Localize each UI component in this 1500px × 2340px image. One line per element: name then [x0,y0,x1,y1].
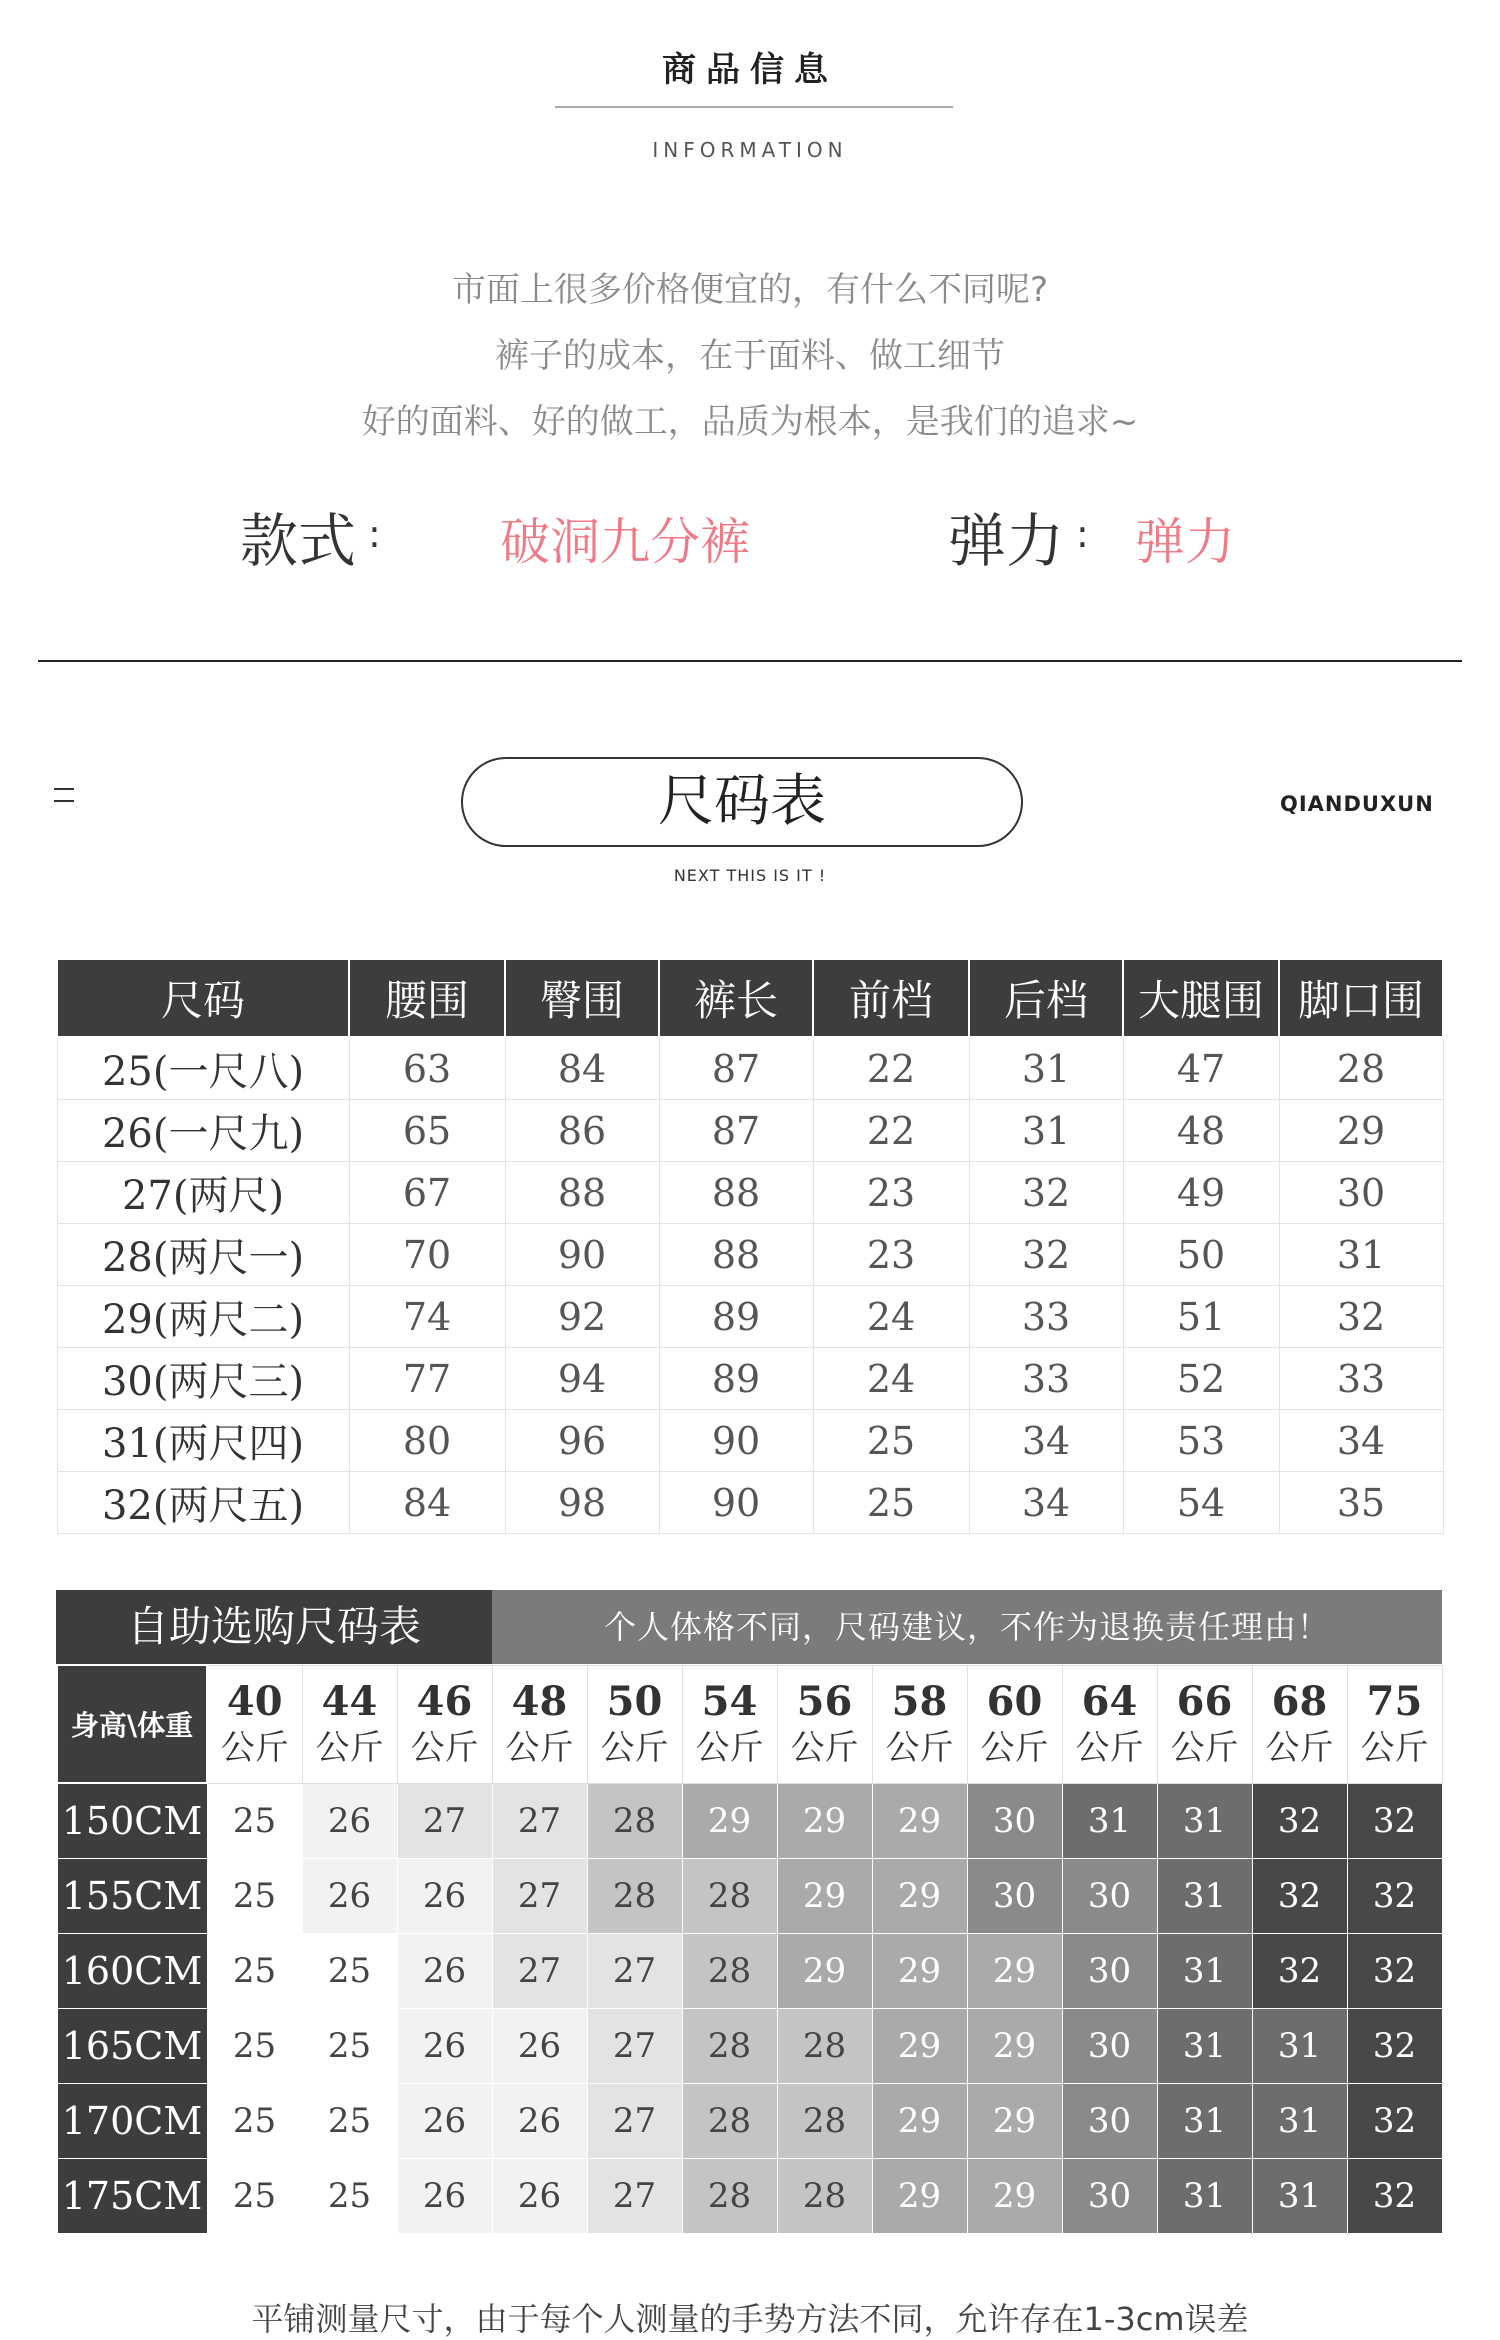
size-header-cell: 尺码 [57,959,349,1037]
suggested-size-cell: 30 [1062,2009,1157,2084]
suggested-size-cell: 28 [587,1859,682,1934]
size-cell: 31(两尺四) [57,1410,349,1472]
table-row [57,1934,1442,2009]
suggested-size-cell: 27 [587,2159,682,2234]
guide-note: 个人体格不同，尺码建议，不作为退换责任理由！ [492,1590,1442,1664]
measure-cell: 32 [969,1162,1123,1224]
measure-cell: 63 [349,1037,505,1100]
suggested-size-cell: 29 [777,1859,872,1934]
weight-header-cell [1347,1665,1442,1783]
measure-cell: 84 [505,1037,659,1100]
suggested-size-cell: 28 [682,1934,777,2009]
size-cell: 30(两尺三) [57,1348,349,1410]
size-cell: 28(两尺一) [57,1224,349,1286]
suggested-size-cell: 26 [397,2084,492,2159]
weight-value: 75 [1366,1678,1423,1725]
size-header-cell: 后档 [969,959,1123,1037]
size-cell: 29(两尺二) [57,1286,349,1348]
suggested-size-cell: 26 [492,2084,587,2159]
measure-cell: 50 [1123,1224,1279,1286]
height-cell: 150CM [57,1783,207,1859]
weight-value: 40 [226,1678,283,1725]
suggested-size-cell: 32 [1252,1934,1347,2009]
suggested-size-cell: 27 [587,2084,682,2159]
weight-unit: 公斤 [315,1728,384,1768]
measure-cell: 88 [505,1162,659,1224]
weight-value: 56 [796,1678,853,1725]
size-table [56,958,1444,1534]
height-cell: 155CM [57,1859,207,1934]
suggested-size-cell: 31 [1062,1783,1157,1859]
suggested-size-cell: 25 [207,2009,302,2084]
weight-header-cell [967,1665,1062,1783]
table-row [57,1783,1442,1859]
suggested-size-cell: 31 [1157,2009,1252,2084]
table-row [57,2159,1442,2234]
title-underline [555,106,953,108]
suggested-size-cell: 28 [682,2009,777,2084]
suggested-size-cell: 30 [1062,1934,1157,2009]
suggested-size-cell: 27 [587,1934,682,2009]
measure-cell: 34 [1279,1410,1443,1472]
suggested-size-cell: 27 [492,1783,587,1859]
suggested-size-cell: 26 [397,2159,492,2234]
brand-logo: QIANDUXUN [1280,792,1434,816]
style-colon: : [368,512,381,556]
measure-cell: 31 [969,1037,1123,1100]
measure-cell: 29 [1279,1100,1443,1162]
height-cell: 165CM [57,2009,207,2084]
suggested-size-cell: 29 [872,2084,967,2159]
measure-cell: 23 [813,1224,969,1286]
suggested-size-cell: 26 [492,2159,587,2234]
weight-header-cell [302,1665,397,1783]
section-subtitle: INFORMATION [652,138,848,162]
suggested-size-cell: 29 [682,1783,777,1859]
suggested-size-cell: 30 [967,1859,1062,1934]
height-cell: 175CM [57,2159,207,2234]
measure-cell: 67 [349,1162,505,1224]
table-row [57,2009,1442,2084]
suggested-size-cell: 31 [1157,1859,1252,1934]
weight-header-cell [872,1665,967,1783]
measure-cell: 35 [1279,1472,1443,1534]
suggested-size-cell: 27 [492,1934,587,2009]
measure-cell: 54 [1123,1472,1279,1534]
measure-cell: 86 [505,1100,659,1162]
size-cell: 32(两尺五) [57,1472,349,1534]
suggested-size-cell: 30 [967,1783,1062,1859]
measure-cell: 90 [505,1224,659,1286]
suggested-size-cell: 29 [872,1783,967,1859]
measure-cell: 84 [349,1472,505,1534]
table-row [57,1348,1443,1410]
suggested-size-cell: 28 [777,2084,872,2159]
suggested-size-cell: 26 [397,2009,492,2084]
size-header-cell: 前档 [813,959,969,1037]
suggested-size-cell: 32 [1347,1934,1442,2009]
measure-cell: 24 [813,1286,969,1348]
measure-cell: 89 [659,1348,813,1410]
weight-value: 48 [511,1678,568,1725]
weight-value: 54 [701,1678,758,1725]
table-row [57,1859,1442,1934]
measure-cell: 74 [349,1286,505,1348]
height-cell: 160CM [57,1934,207,2009]
suggested-size-cell: 32 [1252,1859,1347,1934]
table-row [57,1100,1443,1162]
weight-header-cell [682,1665,777,1783]
weight-unit: 公斤 [220,1728,289,1768]
weight-unit: 公斤 [695,1728,764,1768]
weight-unit: 公斤 [980,1728,1049,1768]
measure-cell: 33 [969,1286,1123,1348]
suggested-size-cell: 31 [1157,1783,1252,1859]
guide-weight-header [57,1665,1442,1783]
measure-cell: 94 [505,1348,659,1410]
suggested-size-cell: 31 [1252,2009,1347,2084]
measure-cell: 92 [505,1286,659,1348]
measure-cell: 22 [813,1037,969,1100]
weight-value: 58 [891,1678,948,1725]
suggested-size-cell: 30 [1062,2159,1157,2234]
measure-cell: 31 [969,1100,1123,1162]
size-header-cell: 腰围 [349,959,505,1037]
size-chart-banner: 尺码表 [461,757,1023,847]
suggested-size-cell: 25 [207,1934,302,2009]
measure-cell: 89 [659,1286,813,1348]
table-row [57,1410,1443,1472]
measurement-note: 平铺测量尺寸，由于每个人测量的手势方法不同，允许存在1-3cm误差 [251,2300,1249,2338]
weight-unit: 公斤 [1170,1728,1239,1768]
suggested-size-cell: 32 [1347,1859,1442,1934]
suggested-size-cell: 32 [1347,2009,1442,2084]
weight-header-cell [397,1665,492,1783]
suggested-size-cell: 29 [967,1934,1062,2009]
suggested-size-cell: 28 [777,2159,872,2234]
measure-cell: 90 [659,1410,813,1472]
weight-header-cell [1062,1665,1157,1783]
weight-header-cell [587,1665,682,1783]
weight-header-cell [1252,1665,1347,1783]
weight-value: 46 [416,1678,473,1725]
suggested-size-cell: 25 [302,1934,397,2009]
suggested-size-cell: 32 [1347,2084,1442,2159]
weight-header-cell [1157,1665,1252,1783]
measure-cell: 31 [1279,1224,1443,1286]
weight-header-cell [207,1665,302,1783]
measure-cell: 22 [813,1100,969,1162]
intro-line-2: 裤子的成本，在于面料、做工细节 [495,336,1005,376]
table-row [57,1472,1443,1534]
suggested-size-cell: 29 [872,1859,967,1934]
size-header-cell: 脚口围 [1279,959,1443,1037]
weight-value: 66 [1176,1678,1233,1725]
measure-cell: 77 [349,1348,505,1410]
suggested-size-cell: 25 [302,2084,397,2159]
weight-value: 68 [1271,1678,1328,1725]
height-cell: 170CM [57,2084,207,2159]
measure-cell: 88 [659,1162,813,1224]
suggested-size-cell: 28 [587,1783,682,1859]
size-table-header [57,959,1443,1037]
suggested-size-cell: 28 [777,2009,872,2084]
suggested-size-cell: 32 [1347,1783,1442,1859]
measure-cell: 33 [1279,1348,1443,1410]
suggested-size-cell: 29 [777,1783,872,1859]
weight-value: 60 [986,1678,1043,1725]
suggested-size-cell: 25 [302,2159,397,2234]
suggested-size-cell: 26 [397,1934,492,2009]
suggested-size-cell: 26 [492,2009,587,2084]
weight-value: 64 [1081,1678,1138,1725]
measure-cell: 34 [969,1410,1123,1472]
suggested-size-cell: 30 [1062,2084,1157,2159]
suggested-size-cell: 25 [207,1783,302,1859]
intro-line-3: 好的面料、好的做工，品质为根本，是我们的追求~ [361,402,1139,442]
suggested-size-cell: 29 [777,1934,872,2009]
measure-cell: 98 [505,1472,659,1534]
elastic-colon: : [1076,512,1089,556]
size-header-cell: 裤长 [659,959,813,1037]
measure-cell: 52 [1123,1348,1279,1410]
size-guide-table [56,1664,1443,2234]
measure-cell: 65 [349,1100,505,1162]
section-title: 商品信息 [662,50,838,90]
measure-cell: 24 [813,1348,969,1410]
weight-unit: 公斤 [790,1728,859,1768]
table-row [57,1037,1443,1100]
measure-cell: 23 [813,1162,969,1224]
suggested-size-cell: 25 [207,2159,302,2234]
suggested-size-cell: 29 [967,2084,1062,2159]
suggested-size-cell: 31 [1157,1934,1252,2009]
suggested-size-cell: 32 [1252,1783,1347,1859]
intro-line-1: 市面上很多价格便宜的，有什么不同呢? [451,270,1049,310]
suggested-size-cell: 29 [967,2159,1062,2234]
guide-title: 自助选购尺码表 [56,1590,492,1664]
weight-unit: 公斤 [1360,1728,1429,1768]
weight-header-cell [777,1665,872,1783]
measure-cell: 48 [1123,1100,1279,1162]
suggested-size-cell: 30 [1062,1859,1157,1934]
measure-cell: 53 [1123,1410,1279,1472]
measure-cell: 49 [1123,1162,1279,1224]
size-cell: 25(一尺八) [57,1037,349,1100]
measure-cell: 25 [813,1410,969,1472]
elastic-label: 弹力 [948,507,1065,575]
weight-unit: 公斤 [600,1728,669,1768]
suggested-size-cell: 29 [967,2009,1062,2084]
suggested-size-cell: 25 [207,2084,302,2159]
suggested-size-cell: 29 [872,2009,967,2084]
weight-unit: 公斤 [1075,1728,1144,1768]
suggested-size-cell: 26 [397,1859,492,1934]
weight-unit: 公斤 [410,1728,479,1768]
menu-bars-icon [54,788,74,810]
suggested-size-cell: 25 [207,1859,302,1934]
suggested-size-cell: 27 [492,1859,587,1934]
weight-unit: 公斤 [505,1728,574,1768]
measure-cell: 51 [1123,1286,1279,1348]
suggested-size-cell: 32 [1347,2159,1442,2234]
suggested-size-cell: 31 [1252,2159,1347,2234]
measure-cell: 87 [659,1100,813,1162]
suggested-size-cell: 27 [397,1783,492,1859]
suggested-size-cell: 28 [682,2159,777,2234]
suggested-size-cell: 28 [682,2084,777,2159]
table-row [57,1224,1443,1286]
measure-cell: 32 [969,1224,1123,1286]
size-cell: 27(两尺) [57,1162,349,1224]
weight-value: 50 [606,1678,663,1725]
suggested-size-cell: 26 [302,1859,397,1934]
measure-cell: 88 [659,1224,813,1286]
weight-unit: 公斤 [885,1728,954,1768]
measure-cell: 80 [349,1410,505,1472]
section-divider [38,660,1462,662]
elastic-value: 弹力 [1135,513,1235,571]
style-label: 款式 [240,507,357,575]
size-cell: 26(一尺九) [57,1100,349,1162]
measure-cell: 25 [813,1472,969,1534]
size-chart-subtitle: NEXT THIS IS IT ! [673,866,827,885]
suggested-size-cell: 31 [1157,2084,1252,2159]
suggested-size-cell: 25 [302,2009,397,2084]
measure-cell: 30 [1279,1162,1443,1224]
measure-cell: 28 [1279,1037,1443,1100]
suggested-size-cell: 27 [587,2009,682,2084]
measure-cell: 70 [349,1224,505,1286]
measure-cell: 33 [969,1348,1123,1410]
suggested-size-cell: 28 [682,1859,777,1934]
suggested-size-cell: 31 [1157,2159,1252,2234]
weight-value: 44 [321,1678,378,1725]
weight-unit: 公斤 [1265,1728,1334,1768]
style-value: 破洞九分裤 [500,513,750,571]
suggested-size-cell: 31 [1252,2084,1347,2159]
measure-cell: 34 [969,1472,1123,1534]
measure-cell: 96 [505,1410,659,1472]
measure-cell: 47 [1123,1037,1279,1100]
size-header-cell: 臀围 [505,959,659,1037]
size-header-cell: 大腿围 [1123,959,1279,1037]
suggested-size-cell: 29 [872,2159,967,2234]
measure-cell: 90 [659,1472,813,1534]
measure-cell: 32 [1279,1286,1443,1348]
table-row [57,1286,1443,1348]
weight-header-cell [492,1665,587,1783]
measure-cell: 87 [659,1037,813,1100]
suggested-size-cell: 26 [302,1783,397,1859]
suggested-size-cell: 29 [872,1934,967,2009]
table-row [57,2084,1442,2159]
table-row [57,1162,1443,1224]
height-weight-corner: 身高\体重 [57,1665,207,1783]
